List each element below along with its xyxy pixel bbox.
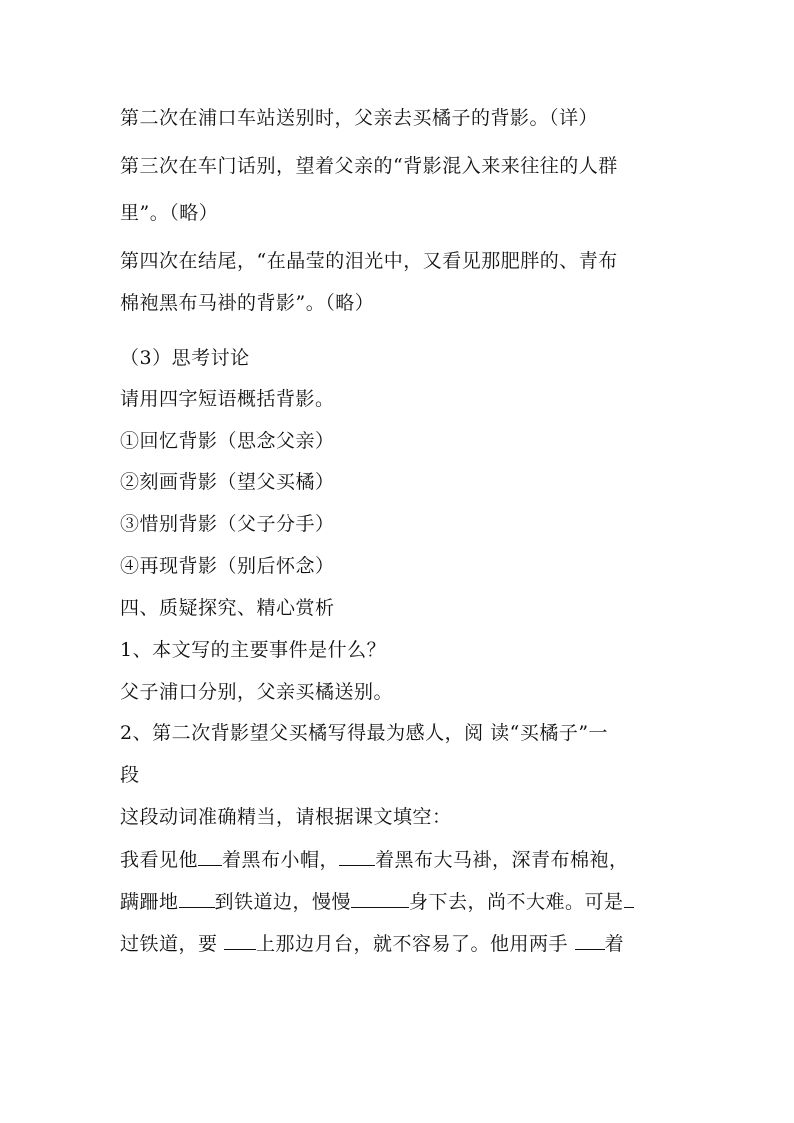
answer-line: 父子浦口分别，父亲买橘送别。 [120, 681, 394, 703]
fill-blank[interactable] [351, 889, 409, 908]
list-item: ③惜别背影（父子分手） [120, 513, 335, 535]
fill-in-line [120, 847, 680, 872]
fill-blank[interactable] [624, 889, 634, 908]
text-segment: 过铁道，要 [120, 933, 225, 955]
question-line: 1、本文写的主要事件是什么？ [120, 639, 387, 661]
text-segment: 着黑布小帽， [222, 849, 340, 871]
fill-blank[interactable] [224, 931, 256, 950]
list-item: ④再现背影（别后怀念） [120, 555, 335, 577]
text-segment: 到铁道边，慢慢 [214, 891, 352, 913]
fill-in-line [120, 931, 680, 956]
text-segment: 着 [604, 933, 625, 955]
fill-blank[interactable] [575, 931, 605, 950]
fill-blank[interactable] [179, 889, 215, 908]
text-segment: 身下去，尚不大难。可是 [409, 891, 624, 913]
question-line: 段 [120, 764, 140, 786]
question-line: 2、第二次背影望父买橘写得最为感人，阅 读“买橘子”一 [120, 722, 609, 744]
fill-blank[interactable] [198, 847, 222, 866]
section-heading: 四、质疑探究、精心赏析 [120, 597, 335, 619]
paragraph-line: 第四次在结尾，“在晶莹的泪光中，又看见那肥胖的、青布 [120, 250, 618, 272]
paragraph-line: 第二次在浦口车站送别时，父亲去买橘子的背影。（详） [120, 107, 599, 129]
fill-blank[interactable] [339, 847, 375, 866]
paragraph-line: 里”。（略） [120, 202, 219, 224]
paragraph-line: 第三次在车门话别，望着父亲的“背影混入来来往往的人群 [120, 155, 618, 177]
text-segment: 上那边月台，就不容易了。他用两手 [256, 933, 575, 955]
text-segment: 我看见他 [120, 849, 199, 871]
paragraph-line: 棉袍黑布马褂的背影”。（略） [120, 292, 375, 314]
text-segment: 着黑布大马褂，深青布棉袍， [375, 849, 629, 871]
instruction-line: 这段动词准确精当，请根据课文填空： [120, 806, 452, 828]
list-item: ①回忆背影（思念父亲） [120, 430, 335, 452]
text-segment: 蹒跚地 [120, 891, 179, 913]
list-item: ②刻画背影（望父买橘） [120, 471, 335, 493]
paragraph-line: 请用四字短语概括背影。 [120, 388, 335, 410]
section-heading: （3）思考讨论 [120, 347, 250, 369]
fill-in-line [120, 889, 680, 914]
